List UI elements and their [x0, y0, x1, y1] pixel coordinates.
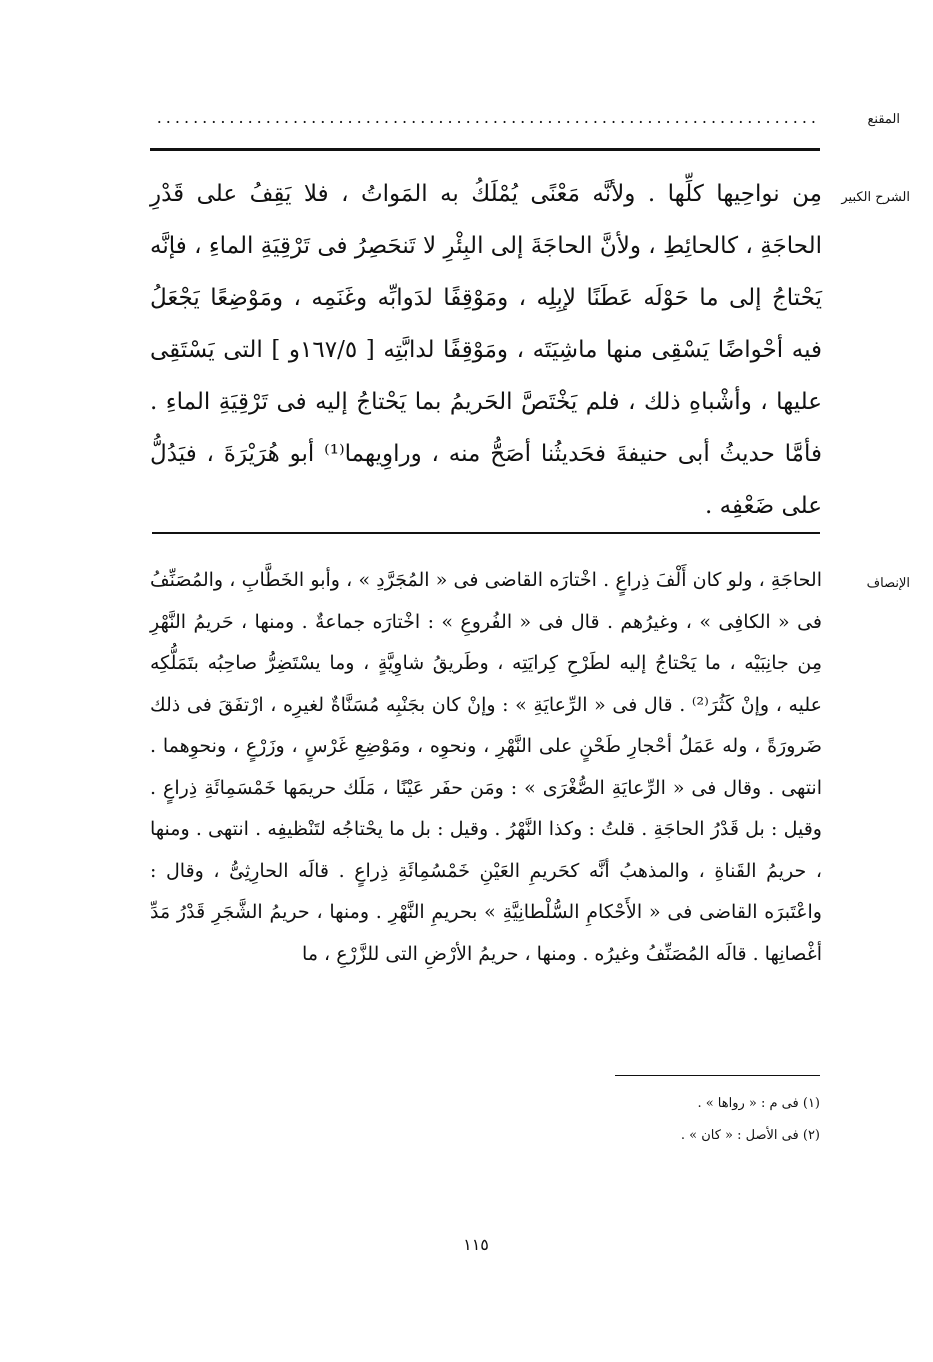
- sharh-paragraph: مِن نواحِيها كلِّها . ولأنَّه مَعْنًى يُمْلَكُ به المَواتُ ، فلا يَقِفُ على قَدْرِ الحاجَةِ ، كالحائِطِ ، ولأنَّ الحاجَةَ إلى البِئْرِ لا تَنحَصِرُ فى تَرْقِيَةِ الماءِ ، فإنَّه يَحْتاجُ إلى ما حَوْلَه عَطَنًا لإبِلِه ، ومَوْقِفًا لدَوابِّه وغَنَمِه ، ومَوْضِعًا يَجْعَلُ فيه أحْواضًا يَسْقِى منها ماشِيَتَه ، ومَوْقِفًا لدابَّتِه [ ١٦٧/٥و ] التى يَسْتَقِى عليها ، وأشْباهِ ذلك ، فلم يَخْتَصَّ الحَريمُ بما يَحْتاجُ إليه فى تَرْقِيَةِ الماءِ . فأمَّا حديثُ أبى حنيفةَ فحَديثُنا أصَحُّ منه ، وراوِيهما⁽¹⁾ أبو هُرَيْرَةَ ، فيَدُلُّ على ضَعْفِه .: [150, 181, 823, 519]
- footnotes: [500, 1088, 820, 1152]
- running-head-dots: .........................................................................: [156, 108, 820, 127]
- insaf-text-block: [150, 560, 822, 975]
- sharh-section-label: الشرح الكبير: [841, 190, 910, 205]
- header-rule: [150, 148, 820, 151]
- page-number: ١١٥: [463, 1235, 489, 1254]
- footnote-1: (١) فى م : « رواها » .: [697, 1096, 820, 1111]
- insaf-section-label: الإنصاف: [866, 576, 910, 591]
- section-divider: [152, 532, 820, 534]
- footnote-2: (٢) فى الأصل : « كان » .: [680, 1128, 820, 1143]
- insaf-paragraph: الحاجَةِ ، ولو كان أَلْفَ ذِراعٍ . اخْتارَه القاضى فى « المُجَرَّدِ » ، وأبو الخَطَّابِ ، والمُصَنِّفُ فى « الكافِى » ، وغيرُهم . قال فى « الفُروعِ » : اخْتارَه جماعةٌ . ومنها ، حَريمُ النَّهْرِ مِن جانِبَيْه ، ما يَحْتاجُ إليه لطَرْحِ كِرايَتِه ، وطَريقُ شاوِيَّةٍ ، وما يسْتَضِرُّ صاحِبُه بتَمَلُّكِه عليه ، وإنْ كَثُرَ⁽²⁾ . قال فى « الرِّعايَةِ » : وإنْ كان بجَنْبِه مُسَنَّاةٌ لغيرِه ، ارْتفَقَ فى ذلك ضَرورَةً ، وله عَمَلُ أحْجارِ طَحْنٍ على النَّهْرِ ، ونحوِه ، ومَوْضِعِ غَرْسٍ ، وزَرْعٍ ، ونحوِهما . انتهى . وقال فى « الرِّعايَةِ الصُّغْرَى » : ومَن حفَر عَيْنًا ، مَلَك حريمَها خَمْسَمِائَةِ ذِراعٍ . وقيل : بل قَدْرُ الحاجَةِ . قلتُ : وكذا النَّهْرُ . وقيل : بل ما يحْتاجُه لتَنْظيفِه . انتهى . ومنها ، حريمُ القَناةِ ، والمذهبُ أنَّه كحَريمِ العَيْنِ خَمْسُمِائَةِ ذِراعٍ . قالَه الحارِثِىُّ ، وقال : واعْتَبرَه القاضى فى « الأَحْكامِ السُّلْطانِيَّةِ » بحريمِ النَّهْرِ . ومنها ، حريمُ الشَّجَرِ قَدْرُ مَدِّ أغْصانِها . قالَه المُصَنِّفُ وغيرُه . ومنها ، حريمُ الأرْضِ التى للزَّرْعِ ، ما: [150, 569, 822, 965]
- sharh-text-block: [150, 168, 822, 532]
- running-head-title: المقنع: [867, 112, 900, 127]
- footnote-rule: [615, 1075, 820, 1076]
